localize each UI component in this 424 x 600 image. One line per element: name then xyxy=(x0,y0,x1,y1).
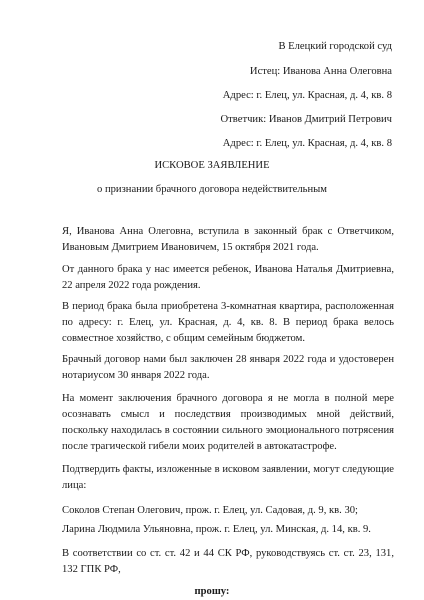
plaintiff-address: Адрес: г. Елец, ул. Красная, д. 4, кв. 8 xyxy=(222,90,392,101)
paragraph-marriage: Я, Иванова Анна Олеговна, вступила в законный брак с Ответчиком, Ивановым Дмитрием Ивановичем, 15 октября 2021 года. xyxy=(62,226,394,253)
defendant-address: Адрес: г. Елец, ул. Красная, д. 4, кв. 8 xyxy=(222,138,392,149)
paragraph-contract: Брачный договор нами был заключен 28 января 2022 года и удостоверен нотариусом 30 января 2022 года. xyxy=(62,354,394,381)
document-title: ИСКОВОЕ ЗАЯВЛЕНИЕ xyxy=(154,160,270,171)
paragraph-child: От данного брака у нас имеется ребенок, Иванова Наталья Дмитриевна, 22 апреля 2022 года рождения. xyxy=(62,264,394,291)
defendant-name: Ответчик: Иванов Дмитрий Петрович xyxy=(220,114,392,125)
document-subtitle: о признании брачного договора недействительным xyxy=(97,184,327,195)
paragraph-circumstances: На момент заключения брачного договора я не могла в полной мере осознавать смысл и последствия производимых мной действий, поскольку находилась в состоянии сильного эмоционального потрясения после трагической гибели моих родителей в автокатастрофе. xyxy=(62,393,394,452)
witness-item: Соколов Степан Олегович, прож. г. Елец, ул. Садовая, д. 9, кв. 30; xyxy=(62,505,358,516)
paragraph-witnesses-intro: Подтвердить факты, изложенные в исковом заявлении, могут следующие лица: xyxy=(62,464,394,491)
paragraph-legal-basis: В соответствии со ст. ст. 42 и 44 СК РФ, руководствуясь ст. ст. 23, 131, 132 ГПК РФ, xyxy=(62,548,394,575)
plaintiff-name: Истец: Иванова Анна Олеговна xyxy=(249,66,392,77)
court-name: В Елецкий городской суд xyxy=(278,41,392,52)
witness-item: Ларина Людмила Ульяновна, прож. г. Елец, ул. Минская, д. 14, кв. 9. xyxy=(62,524,371,535)
closing-request: прошу: xyxy=(194,586,230,597)
paragraph-property: В период брака была приобретена 3-комнатная квартира, расположенная по адресу: г. Елец, ул. Красная, д. 4, кв. 8. В период брака велось совместное хозяйство, с общим семейным бюджетом. xyxy=(62,301,394,344)
